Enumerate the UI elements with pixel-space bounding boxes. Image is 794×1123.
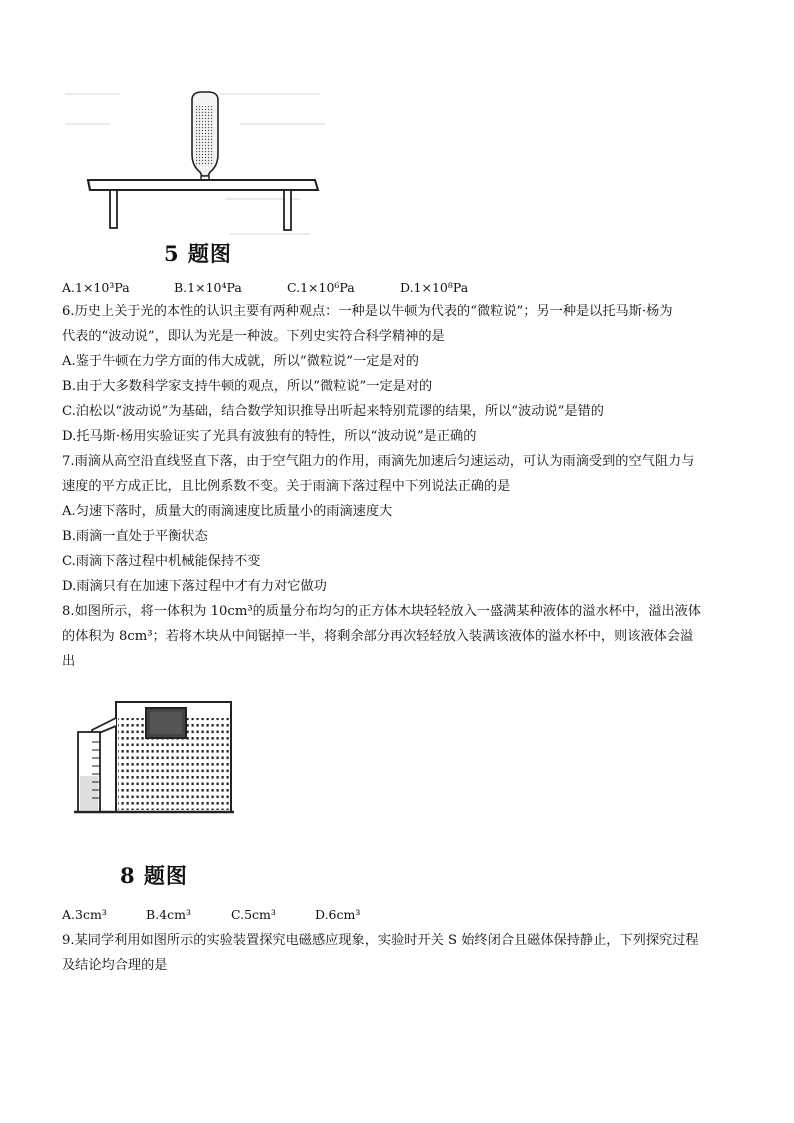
q8-option-a[interactable]: A.3cm³	[62, 907, 107, 922]
q8-options	[62, 907, 360, 922]
q8-option-b[interactable]: B.4cm³	[146, 907, 191, 922]
q5-option-b[interactable]: B.1×10⁴Pa	[174, 280, 242, 295]
q6-stem-line1: 6.历史上关于光的本性的认识主要有两种观点：一种是以牛顿为代表的“微粒说”；另一种是以托马斯·杨为	[62, 304, 673, 319]
q5-option-c[interactable]: C.1×10⁶Pa	[287, 280, 355, 295]
q7-stem-line1: 7.雨滴从高空沿直线竖直下落，由于空气阻力的作用，雨滴先加速后匀速运动，可认为雨滴受到的空气阻力与	[62, 454, 695, 469]
q6-stem-line2: 代表的“波动说”，即认为光是一种波。下列史实符合科学精神的是	[62, 329, 445, 344]
q8-stem-line1: 8.如图所示，将一体积为 10cm³的质量分布均匀的正方体木块轻轻放入一盛满某种液体的溢水杯中，溢出液体	[62, 604, 701, 619]
q8-option-c[interactable]: C.5cm³	[231, 907, 276, 922]
q7-option-c[interactable]: C.雨滴下落过程中机械能保持不变	[62, 554, 261, 569]
q6-option-a[interactable]: A.鉴于牛顿在力学方面的伟大成就，所以“微粒说”一定是对的	[62, 354, 419, 369]
q7-stem-line2: 速度的平方成正比，且比例系数不变。关于雨滴下落过程中下列说法正确的是	[62, 479, 511, 494]
q5-option-d[interactable]: D.1×10⁸Pa	[400, 280, 469, 295]
figure-5-caption: 5 题图	[164, 241, 232, 266]
q9-stem-line2: 及结论均合理的是	[62, 958, 168, 973]
q6-option-b[interactable]: B.由于大多数科学家支持牛顿的观点，所以“微粒说”一定是对的	[62, 379, 433, 394]
figure-8-caption: 8 题图	[120, 863, 188, 888]
q8-stem-line2: 的体积为 8cm³；若将木块从中间锯掉一半，将剩余部分再次轻轻放入装满该液体的溢水杯中，则该液体会溢	[62, 629, 694, 644]
q9-stem-line1: 9.某同学利用如图所示的实验装置探究电磁感应现象，实验时开关 S 始终闭合且磁体保持静止，下列探究过程	[62, 933, 699, 948]
q6-option-c[interactable]: C.泊松以“波动说”为基础，结合数学知识推导出听起来特别荒谬的结果，所以“波动说”是错的	[62, 404, 604, 419]
q5-options	[62, 280, 468, 295]
q7-option-d[interactable]: D.雨滴只有在加速下落过程中才有力对它做功	[62, 579, 327, 594]
q7-option-a[interactable]: A.匀速下落时，质量大的雨滴速度比质量小的雨滴速度大	[62, 504, 393, 519]
q5-option-a[interactable]: A.1×10³Pa	[62, 280, 130, 295]
figure-8-illustration	[70, 690, 240, 818]
q8-option-d[interactable]: D.6cm³	[315, 907, 361, 922]
q6-option-d[interactable]: D.托马斯·杨用实验证实了光具有波独有的特性，所以“波动说”是正确的	[62, 429, 477, 444]
q7-option-b[interactable]: B.雨滴一直处于平衡状态	[62, 529, 208, 544]
q8-stem-line3: 出	[62, 654, 76, 669]
